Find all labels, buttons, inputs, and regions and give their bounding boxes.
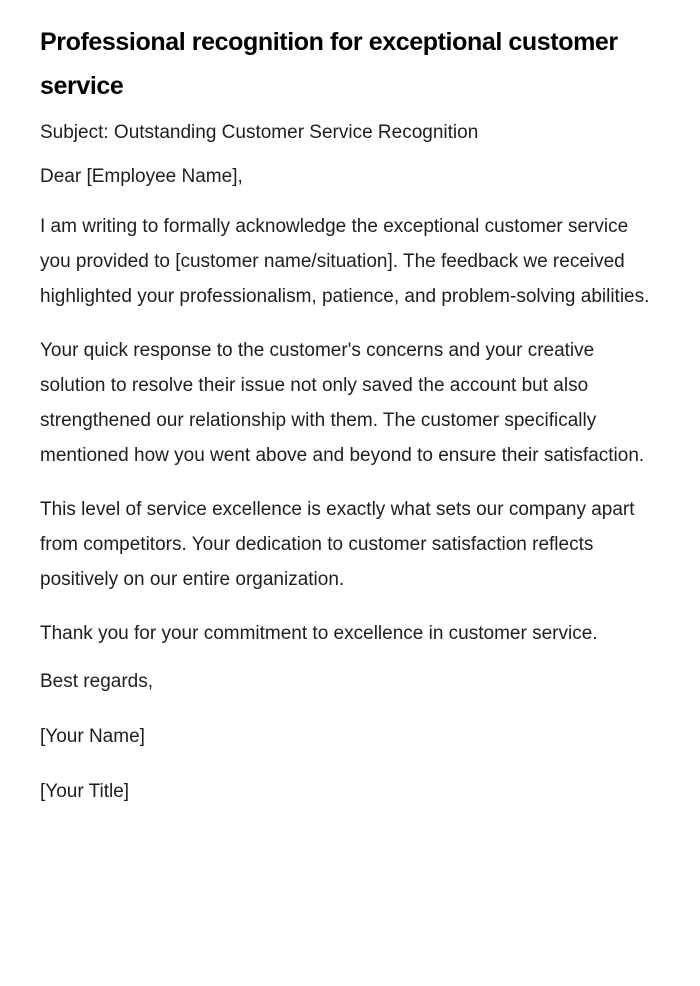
letter-greeting: Dear [Employee Name],	[40, 166, 243, 187]
letter-paragraph: Your quick response to the customer's concerns and your creative solution to resolve their issue not only saved the account but also strengthened our relationship with them. The customer specifically mentioned how you went above and beyond to ensure their satisfaction.	[40, 340, 645, 466]
signature-name: [Your Name]	[40, 726, 145, 747]
signature-title: [Your Title]	[40, 781, 130, 802]
letter-closing: Best regards,	[40, 671, 153, 692]
letter-title: Professional recognition for exceptional customer service	[40, 28, 618, 100]
letter-paragraph: This level of service excellence is exactly what sets our company apart from competitors. Your dedication to customer satisfaction reflects positively on our entire organization.	[40, 499, 635, 590]
letter-paragraph: I am writing to formally acknowledge the exceptional customer service you provided to [customer name/situation]. The feedback we received highlighted your professionalism, patience, and problem-solving abilities.	[40, 216, 650, 307]
letter-document	[40, 20, 652, 835]
letter-subject: Subject: Outstanding Customer Service Recognition	[40, 122, 479, 143]
letter-paragraph: Thank you for your commitment to excellence in customer service.	[40, 623, 598, 644]
